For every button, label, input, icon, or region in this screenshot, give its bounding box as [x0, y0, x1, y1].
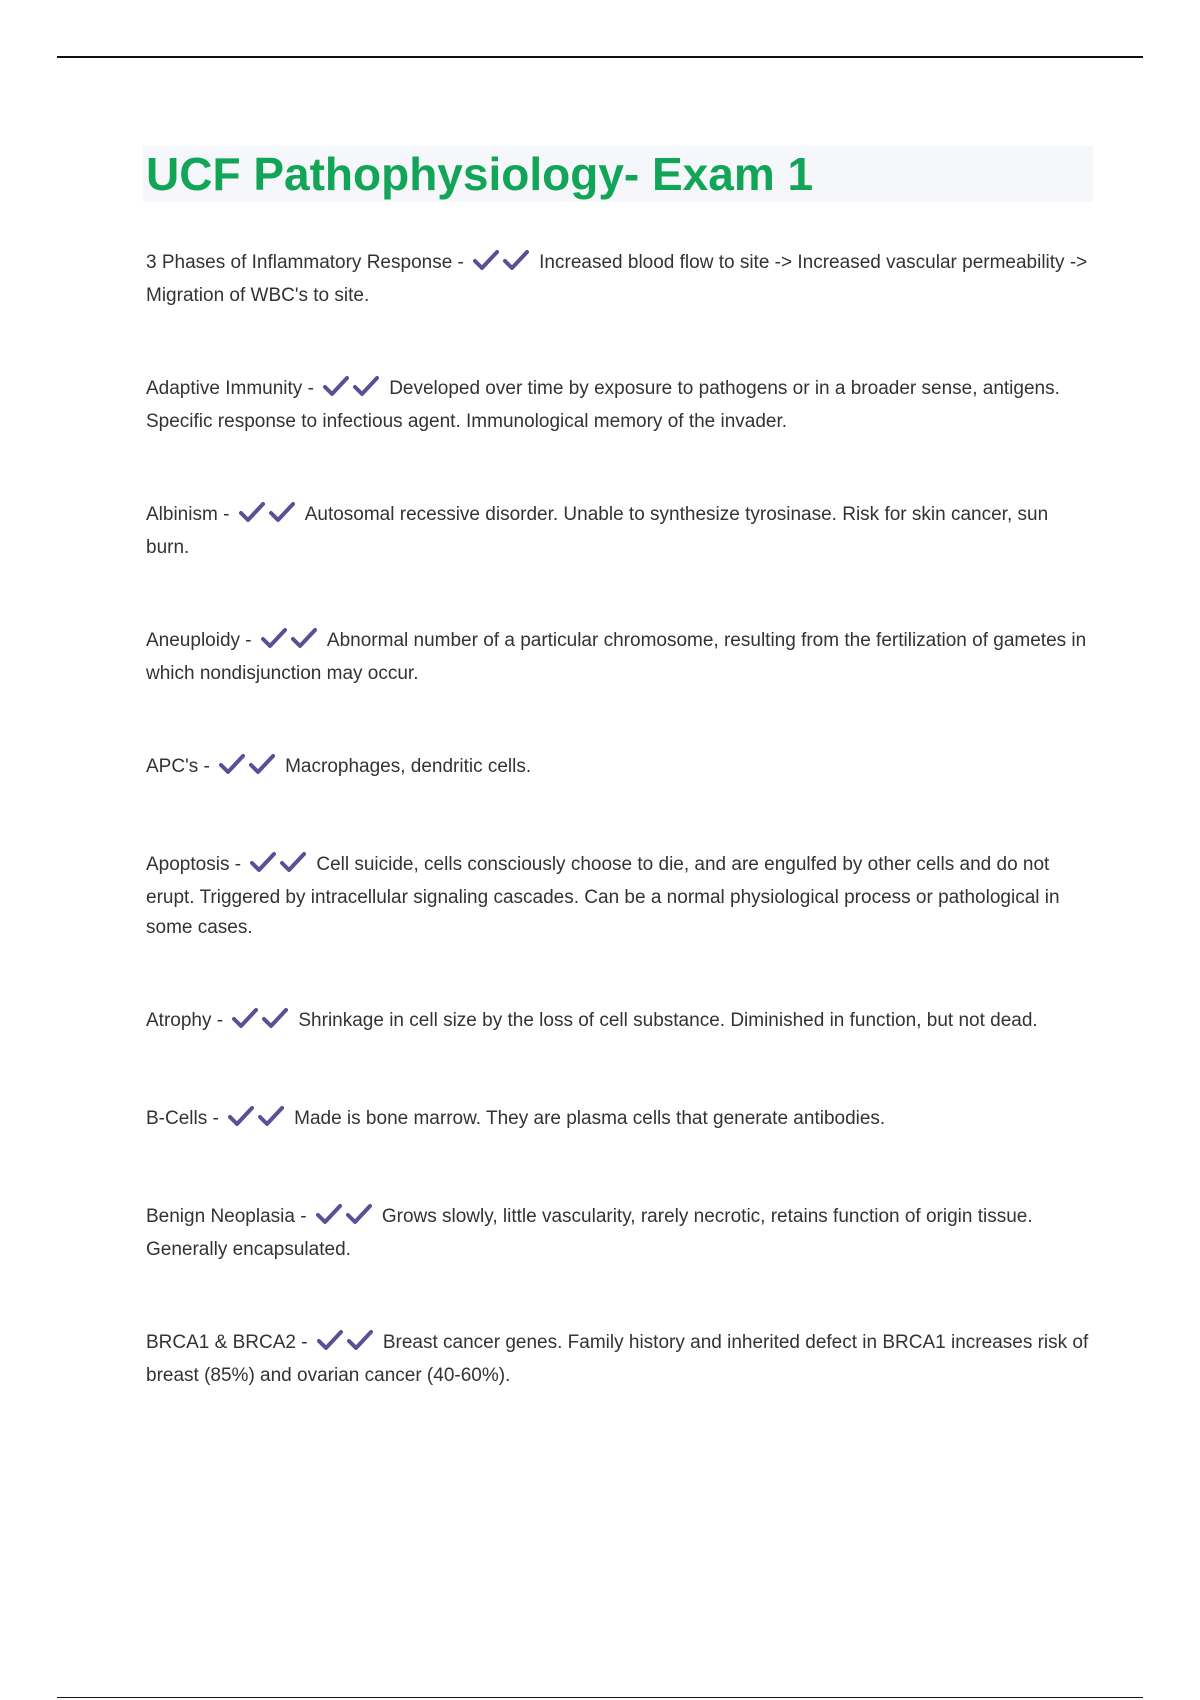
check-mark-icon: [316, 1203, 342, 1225]
entry-definition: Autosomal recessive disorder. Unable to synthesize tyrosinase. Risk for skin cancer, sun burn.: [146, 504, 1049, 558]
check-mark-icon: [219, 753, 245, 775]
double-check-icon-group: [232, 1007, 292, 1039]
top-rule: [57, 56, 1143, 58]
check-mark-icon: [346, 1203, 372, 1225]
entry-definition: Grows slowly, little vascularity, rarely necrotic, retains function of origin tissue. Generally encapsulated.: [146, 1206, 1033, 1260]
bottom-rule: [57, 1697, 1143, 1698]
entry-term: 3 Phases of Inflammatory Response: [146, 252, 453, 273]
flashcard-entry: [146, 850, 1091, 943]
entry-term: Benign Neoplasia: [146, 1206, 295, 1227]
entry-separator: -: [217, 504, 235, 525]
entry-definition: Cell suicide, cells consciously choose to die, and are engulfed by other cells and do not erupt. Triggered by intracellular signaling cascades. Can be a normal physiological process or pathological in some cases.: [146, 854, 1060, 938]
check-mark-icon: [249, 753, 275, 775]
entry-separator: -: [240, 630, 257, 651]
entry-separator: -: [198, 756, 216, 777]
entry-term: Albinism: [146, 504, 218, 525]
double-check-icon-group: [323, 375, 383, 407]
check-mark-icon: [347, 1329, 373, 1351]
double-check-icon-group: [316, 1203, 376, 1235]
flashcard-entry: [146, 626, 1091, 689]
double-check-icon-group: [228, 1105, 288, 1137]
entry-term: BRCA1 & BRCA2: [146, 1332, 296, 1353]
flashcard-entry: [146, 248, 1091, 311]
check-mark-icon: [323, 375, 349, 397]
page-title: UCF Pathophysiology- Exam 1: [146, 148, 814, 200]
flashcard-entry: [146, 1202, 1091, 1265]
entry-definition: Breast cancer genes. Family history and inherited defect in BRCA1 increases risk of breast (85%) and ovarian cancer (40-60%).: [146, 1332, 1089, 1386]
entry-term: Apoptosis: [146, 854, 230, 875]
entry-definition: Developed over time by exposure to pathogens or in a broader sense, antigens. Specific response to infectious agent. Immunological memory of the invader.: [146, 378, 1060, 432]
entry-separator: -: [294, 1206, 312, 1227]
entry-definition: Increased blood flow to site -> Increased vascular permeability -> Migration of WBC's to site.: [146, 252, 1088, 306]
double-check-icon-group: [317, 1329, 377, 1361]
check-mark-icon: [280, 851, 306, 873]
entry-term: Atrophy: [146, 1010, 212, 1031]
double-check-icon-group: [261, 627, 321, 659]
entry-separator: -: [295, 1332, 313, 1353]
check-mark-icon: [473, 249, 499, 271]
entry-separator: -: [207, 1108, 225, 1129]
entry-definition: Macrophages, dendritic cells.: [285, 756, 532, 777]
check-mark-icon: [291, 627, 317, 649]
double-check-icon-group: [219, 753, 279, 785]
entry-separator: -: [452, 252, 470, 273]
entry-term: B-Cells: [146, 1108, 208, 1129]
check-mark-icon: [250, 851, 276, 873]
double-check-icon-group: [250, 851, 310, 883]
double-check-icon-group: [473, 249, 533, 281]
check-mark-icon: [258, 1105, 284, 1127]
entry-definition: Made is bone marrow. They are plasma cells that generate antibodies.: [294, 1108, 886, 1129]
flashcard-list: [146, 248, 1091, 1454]
entry-definition: Shrinkage in cell size by the loss of cell substance. Diminished in function, but not dead.: [298, 1010, 1038, 1031]
check-mark-icon: [228, 1105, 254, 1127]
flashcard-entry: [146, 752, 1091, 785]
check-mark-icon: [317, 1329, 343, 1351]
entry-term: Adaptive Immunity: [146, 378, 303, 399]
check-mark-icon: [269, 501, 295, 523]
check-mark-icon: [262, 1007, 288, 1029]
double-check-icon-group: [239, 501, 299, 533]
entry-definition: Abnormal number of a particular chromosome, resulting from the fertilization of gametes in which nondisjunction may occur.: [146, 630, 1087, 684]
flashcard-entry: [146, 1006, 1091, 1039]
entry-term: APC's: [146, 756, 199, 777]
check-mark-icon: [239, 501, 265, 523]
entry-term: Aneuploidy: [146, 630, 241, 651]
check-mark-icon: [232, 1007, 258, 1029]
entry-separator: -: [211, 1010, 229, 1031]
check-mark-icon: [261, 627, 287, 649]
flashcard-entry: [146, 1104, 1091, 1137]
entry-separator: -: [229, 854, 247, 875]
flashcard-entry: [146, 1328, 1091, 1391]
check-mark-icon: [503, 249, 529, 271]
entry-separator: -: [302, 378, 320, 399]
check-mark-icon: [353, 375, 379, 397]
flashcard-entry: [146, 374, 1091, 437]
flashcard-entry: [146, 500, 1091, 563]
